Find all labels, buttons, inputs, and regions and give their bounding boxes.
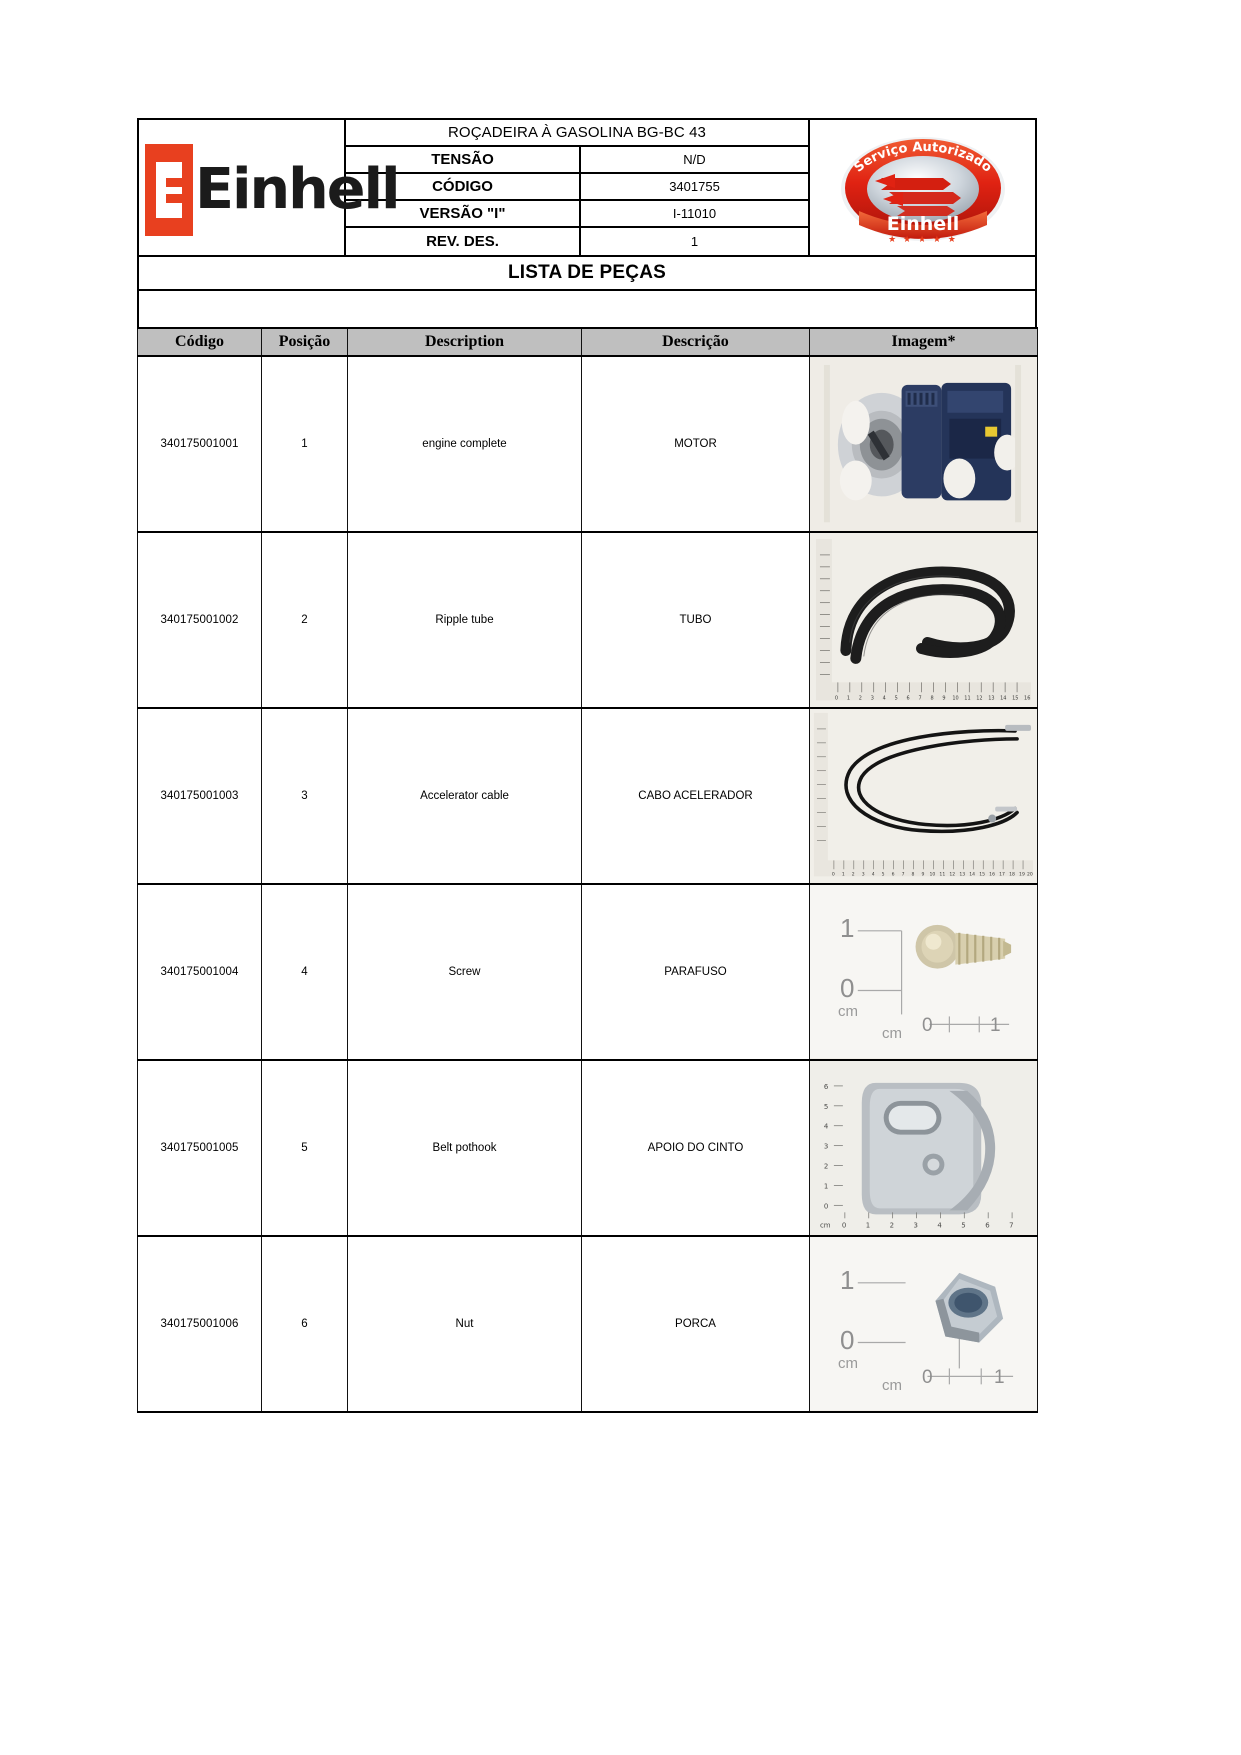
svg-text:3: 3 [861, 872, 865, 878]
scale-bottom-label: 0 [840, 1325, 855, 1355]
svg-text:10: 10 [929, 872, 936, 878]
badge-brand-text: Einhell [886, 212, 959, 235]
cell-imagem [810, 532, 1038, 708]
svg-text:17: 17 [999, 872, 1005, 878]
cell-imagem [810, 884, 1038, 1060]
svg-text:12: 12 [949, 872, 956, 878]
scale-lower-zero-label: 0 [922, 1367, 933, 1388]
svg-text:1: 1 [865, 1221, 871, 1230]
svg-text:3: 3 [823, 1142, 829, 1151]
svg-text:6: 6 [823, 1082, 829, 1091]
spacer-band [137, 289, 1037, 327]
scale-lower-one-label: 1 [994, 1367, 1005, 1388]
belt-pothook-photo [810, 1061, 1037, 1235]
scale-lower-unit-label: cm [882, 1025, 902, 1042]
label-rev-des: REV. DES. [346, 228, 581, 255]
svg-text:7: 7 [901, 872, 905, 878]
cell-description: Ripple tube [348, 532, 582, 708]
svg-text:cm: cm [819, 1221, 831, 1230]
cell-description: Accelerator cable [348, 708, 582, 884]
table-row [138, 1060, 1038, 1236]
table-row [138, 708, 1038, 884]
scale-unit-label: cm [838, 1003, 858, 1020]
authorized-service-badge-cell [808, 120, 1035, 255]
parts-list-sheet [137, 118, 1037, 1413]
svg-text:18: 18 [1009, 872, 1015, 878]
table-row [138, 884, 1038, 1060]
scale-lower-zero-label: 0 [922, 1015, 933, 1036]
cell-descricao: PORCA [582, 1236, 810, 1412]
svg-text:1: 1 [846, 695, 851, 702]
col-header-description: Description [348, 328, 582, 356]
header-title-row [346, 120, 808, 147]
cell-imagem [810, 1060, 1038, 1236]
svg-text:20: 20 [1027, 872, 1033, 878]
scale-lower-unit-label: cm [882, 1377, 902, 1394]
svg-text:6: 6 [985, 1221, 990, 1230]
cell-posicao: 1 [262, 356, 348, 532]
cell-imagem [810, 356, 1038, 532]
svg-text:0: 0 [823, 1202, 829, 1211]
svg-text:8: 8 [911, 872, 915, 878]
svg-text:2: 2 [889, 1221, 895, 1230]
svg-text:6: 6 [906, 695, 910, 702]
svg-text:5: 5 [894, 695, 898, 702]
cell-descricao: PARAFUSO [582, 884, 810, 1060]
svg-text:0: 0 [834, 695, 839, 702]
svg-text:11: 11 [939, 872, 946, 878]
svg-text:10: 10 [952, 695, 959, 702]
parts-table [137, 327, 1038, 1413]
scale-bottom-label: 0 [840, 973, 855, 1003]
value-codigo: 3401755 [669, 179, 720, 194]
header-row-codigo [346, 174, 808, 201]
cell-posicao: 3 [262, 708, 348, 884]
svg-text:1: 1 [823, 1182, 829, 1191]
table-header-row [138, 328, 1038, 356]
svg-text:5: 5 [823, 1102, 829, 1111]
scale-top-label: 1 [840, 913, 855, 943]
svg-text:2: 2 [858, 695, 862, 702]
cell-codigo: 340175001006 [138, 1236, 262, 1412]
svg-text:14: 14 [969, 872, 976, 878]
cell-descricao: APOIO DO CINTO [582, 1060, 810, 1236]
engine-photo [810, 357, 1037, 531]
section-title-band: LISTA DE PEÇAS [137, 255, 1037, 289]
col-header-imagem: Imagem* [810, 328, 1038, 356]
svg-text:6: 6 [891, 872, 895, 878]
cell-description: Screw [348, 884, 582, 1060]
value-rev-des: 1 [690, 234, 699, 249]
cell-posicao: 2 [262, 532, 348, 708]
svg-text:2: 2 [851, 872, 855, 878]
svg-text:12: 12 [976, 695, 983, 702]
cell-posicao: 6 [262, 1236, 348, 1412]
cell-descricao: TUBO [582, 532, 810, 708]
label-versao: VERSÃO "I" [346, 201, 581, 226]
authorized-service-badge-icon [823, 129, 1023, 247]
brand-logo-cell [139, 120, 399, 255]
col-header-codigo: Código [138, 328, 262, 356]
svg-text:8: 8 [930, 695, 934, 702]
col-header-posicao: Posição [262, 328, 348, 356]
value-versao: I-11010 [672, 206, 717, 221]
svg-text:3: 3 [870, 695, 874, 702]
svg-text:15: 15 [979, 872, 986, 878]
value-tensao: N/D [683, 152, 706, 167]
scale-unit-label: cm [838, 1355, 858, 1372]
cell-description: Nut [348, 1236, 582, 1412]
svg-text:13: 13 [988, 695, 995, 702]
svg-text:4: 4 [882, 695, 886, 702]
badge-stars: ★ ★ ★ ★ ★ [887, 234, 958, 245]
svg-text:5: 5 [881, 872, 885, 878]
svg-text:5: 5 [961, 1221, 966, 1230]
document-header [137, 118, 1037, 255]
screw-scale-overlay [810, 885, 1037, 1059]
scale-top-label: 1 [840, 1265, 855, 1295]
cell-description: engine complete [348, 356, 582, 532]
einhell-logo-icon [145, 144, 193, 236]
svg-text:7: 7 [918, 695, 922, 702]
cell-imagem [810, 708, 1038, 884]
header-row-revdes [346, 228, 808, 255]
einhell-logo [145, 144, 397, 236]
screw-photo [810, 885, 1037, 1059]
cell-codigo: 340175001004 [138, 884, 262, 1060]
svg-text:3: 3 [913, 1221, 918, 1230]
svg-text:9: 9 [921, 872, 925, 878]
ripple-tube-photo [810, 533, 1037, 707]
svg-text:16: 16 [1024, 695, 1031, 702]
svg-text:15: 15 [1012, 695, 1019, 702]
cell-descricao: CABO ACELERADOR [582, 708, 810, 884]
einhell-wordmark: Einhell [195, 156, 399, 222]
svg-text:1: 1 [841, 872, 845, 878]
svg-text:0: 0 [841, 1221, 847, 1230]
cell-description: Belt pothook [348, 1060, 582, 1236]
product-title: ROÇADEIRA À GASOLINA BG-BC 43 [448, 124, 706, 141]
svg-text:16: 16 [989, 872, 996, 878]
svg-text:11: 11 [964, 695, 971, 702]
cell-posicao: 5 [262, 1060, 348, 1236]
svg-text:14: 14 [1000, 695, 1007, 702]
svg-text:9: 9 [942, 695, 946, 702]
nut-photo [810, 1237, 1037, 1411]
cell-posicao: 4 [262, 884, 348, 1060]
cell-codigo: 340175001001 [138, 356, 262, 532]
scale-lower-one-label: 1 [990, 1015, 1001, 1036]
header-row-versao [346, 201, 808, 228]
nut-scale-overlay [810, 1237, 1037, 1411]
svg-text:13: 13 [959, 872, 966, 878]
svg-text:2: 2 [823, 1162, 829, 1171]
cell-codigo: 340175001003 [138, 708, 262, 884]
table-row [138, 532, 1038, 708]
svg-text:0: 0 [831, 872, 835, 878]
header-row-tensao [346, 147, 808, 174]
cell-descricao: MOTOR [582, 356, 810, 532]
accelerator-cable-photo [810, 709, 1037, 883]
svg-text:4: 4 [937, 1221, 942, 1230]
col-header-descricao: Descrição [582, 328, 810, 356]
cell-codigo: 340175001002 [138, 532, 262, 708]
badge-top-text: Serviço Autorizado [850, 139, 995, 176]
header-fields [346, 120, 808, 255]
cell-codigo: 340175001005 [138, 1060, 262, 1236]
svg-text:19: 19 [1019, 872, 1025, 878]
svg-text:7: 7 [1009, 1221, 1014, 1230]
svg-text:4: 4 [823, 1122, 829, 1131]
label-codigo: CÓDIGO [346, 174, 581, 199]
svg-text:4: 4 [871, 872, 875, 878]
table-row [138, 356, 1038, 532]
cell-imagem [810, 1236, 1038, 1412]
label-tensao: TENSÃO [346, 147, 581, 172]
table-row [138, 1236, 1038, 1412]
